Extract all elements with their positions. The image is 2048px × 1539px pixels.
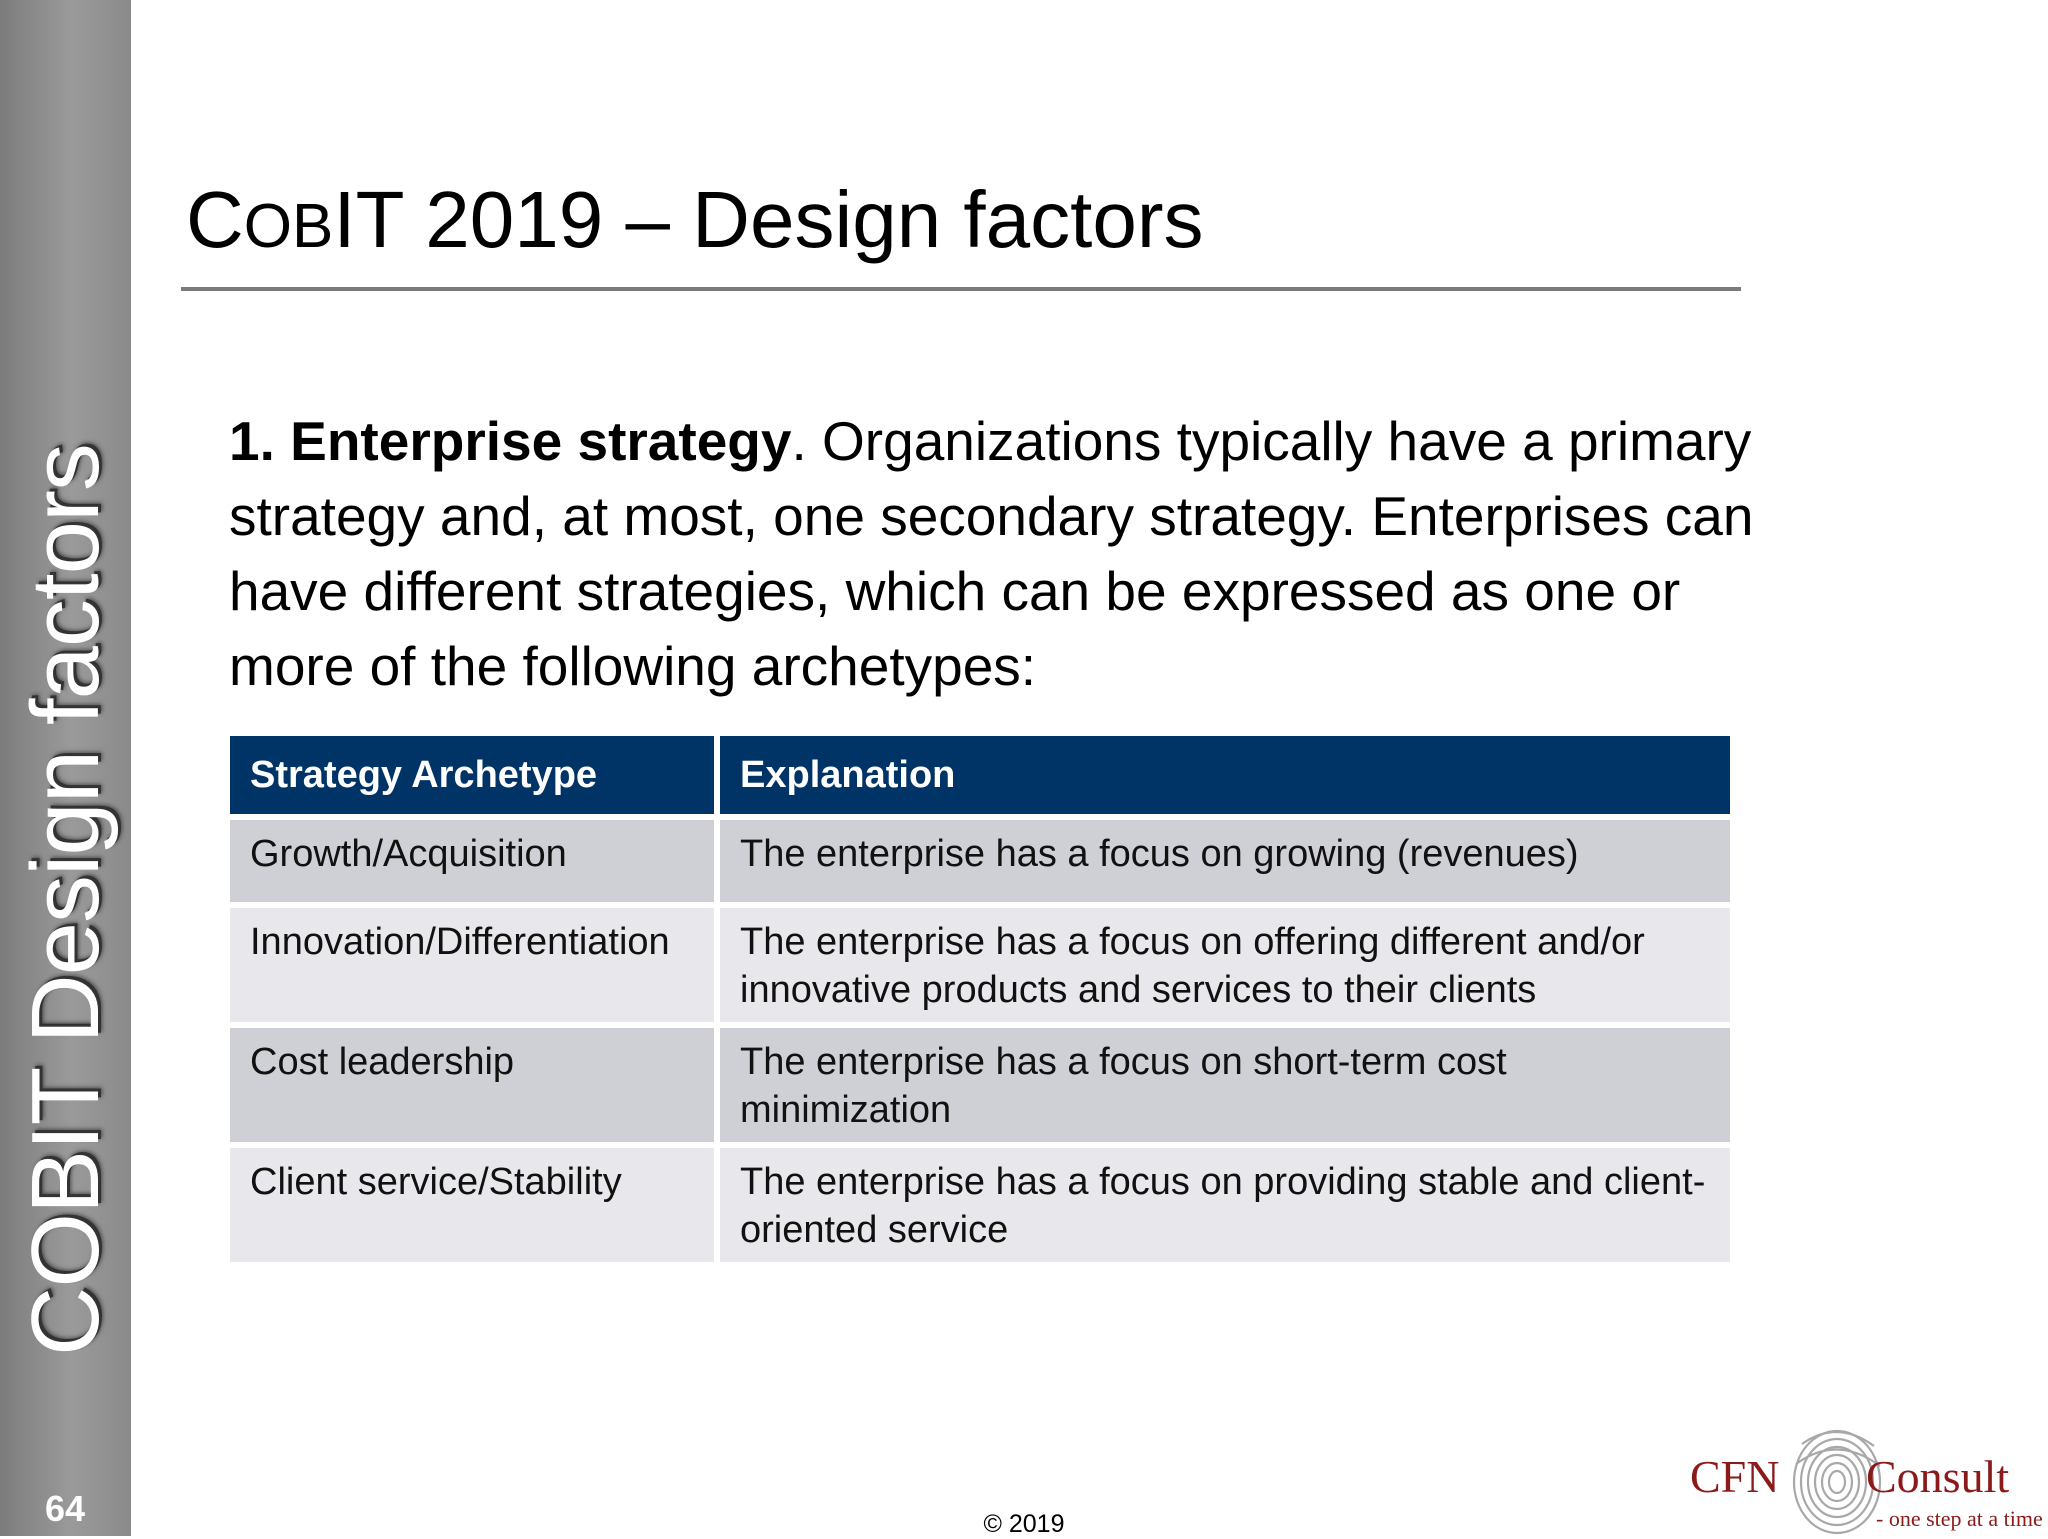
table-cell: Client service/Stability xyxy=(230,1148,714,1262)
table-row xyxy=(230,908,1730,1022)
intro-lead: 1. Enterprise strategy xyxy=(229,410,792,472)
table-cell: Growth/Acquisition xyxy=(230,820,714,902)
title-divider xyxy=(181,287,1741,291)
table-row xyxy=(230,1028,1730,1142)
table-cell: The enterprise has a focus on growing (revenues) xyxy=(720,820,1730,902)
logo-word-consult: Consult xyxy=(1866,1451,2010,1502)
slide-title xyxy=(186,175,1204,264)
slide-title-part: T 2019 – Design factors xyxy=(355,175,1204,264)
intro-paragraph xyxy=(229,404,1769,704)
slide-title-part: C xyxy=(186,175,244,264)
table-header-row xyxy=(230,736,1730,814)
table-cell: The enterprise has a focus on short-term cost minimization xyxy=(720,1028,1730,1142)
logo-word-cfn: CFN xyxy=(1690,1451,1780,1502)
table-header-cell: Explanation xyxy=(720,736,1730,814)
page-number: 64 xyxy=(45,1488,86,1529)
sidebar xyxy=(0,0,131,1536)
sidebar-title: COBIT Design factors xyxy=(12,444,119,1356)
table-cell: Cost leadership xyxy=(230,1028,714,1142)
table-row xyxy=(230,1148,1730,1262)
slide-title-part: OB xyxy=(243,192,334,261)
table-cell: The enterprise has a focus on providing stable and client-oriented service xyxy=(720,1148,1730,1262)
slide-title-part: I xyxy=(333,175,356,264)
table-cell: The enterprise has a focus on offering different and/or innovative products and services to their clients xyxy=(720,908,1730,1022)
table-cell: Innovation/Differentiation xyxy=(230,908,714,1022)
logo-tagline: - one step at a time xyxy=(1876,1506,2043,1531)
table-header-cell: Strategy Archetype xyxy=(230,736,714,814)
strategy-archetype-table xyxy=(224,730,1736,1268)
table-row xyxy=(230,820,1730,902)
intro-text: . Organizations typically have a primary strategy and, at most, one secondary strategy. Enterprises can have different strategies, which can be expressed as one or more of the following archetypes: xyxy=(229,410,1754,697)
cfn-consult-logo xyxy=(1690,1424,2048,1536)
copyright-footer: © 2019 xyxy=(983,1510,1065,1538)
